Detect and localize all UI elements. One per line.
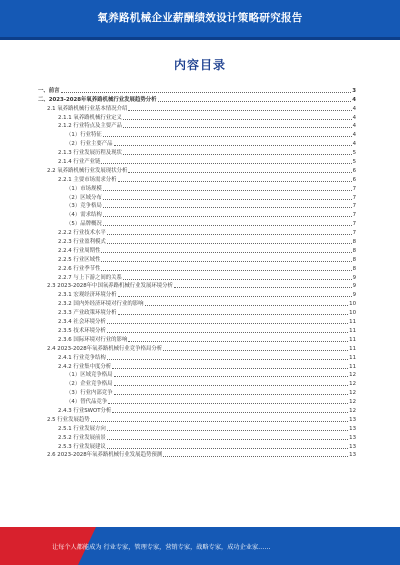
toc-entry-page: 12 [349,399,356,406]
toc-entry-page: 12 [349,390,356,397]
toc-leader-dots [103,224,352,226]
toc-leader-dots [112,411,348,413]
toc-entry-page: 9 [352,283,356,290]
toc-entry[interactable] [38,122,356,131]
toc-entry-page: 11 [349,319,356,326]
toc-leader-dots [107,322,348,324]
toc-entry-label: 一、前言 [38,87,60,94]
toc-entry-label: 2.1.2 行业特点及主要产品 [58,123,122,130]
toc-entry-label: 2.2.1 主要市场需求分析 [58,176,117,183]
toc-leader-dots [118,313,349,315]
toc-entry-label: 2.5.2 行业发展前景 [58,434,106,441]
toc-entry[interactable] [38,86,356,95]
toc-entry-label: 2.3.1 宏观经济环境分析 [58,292,117,299]
toc-entry-label: （1）市场规模 [66,185,102,192]
toc-entry-label: 2.1.4 行业产业链 [58,159,101,166]
toc-entry[interactable] [38,282,356,291]
toc-leader-dots [103,206,352,208]
footer-banner [0,527,400,565]
toc-entry-page: 5 [352,150,356,157]
toc-entry[interactable] [38,353,356,362]
toc-entry-page: 10 [349,310,356,317]
toc-leader-dots [107,233,352,235]
toc-entry-label: 二、2023-2028年氧养路机械行业发展趋势分析 [38,96,157,103]
toc-entry-label: 2.5.3 行业发展建议 [58,443,106,450]
toc-entry-page: 4 [352,132,356,139]
toc-leader-dots [108,402,348,404]
toc-leader-dots [107,447,348,449]
toc-entry[interactable] [38,424,356,433]
toc-entry-page: 4 [352,123,356,130]
toc-entry-page: 7 [352,212,356,219]
toc-entry[interactable] [38,299,356,308]
toc-entry-label: （1）行业特征 [66,132,102,139]
toc-entry-label: 2.3.2 国内外经济环境对行业的影响 [58,301,144,308]
report-title: 氧养路机械企业薪酬绩效设计策略研究报告 [97,12,303,24]
toc-entry-page: 13 [349,416,356,423]
toc-entry[interactable] [38,317,356,326]
toc-leader-dots [118,180,352,182]
toc-leader-dots [107,429,348,431]
toc-entry-page: 8 [352,239,356,246]
toc-entry[interactable] [38,388,356,397]
toc-leader-dots [174,286,352,288]
toc-leader-dots [123,278,352,280]
toc-leader-dots [112,367,348,369]
toc-leader-dots [163,455,348,457]
toc-entry-page: 11 [349,354,356,361]
toc-entry[interactable] [38,95,356,104]
toc-entry-page: 4 [352,114,356,121]
toc-entry[interactable] [38,442,356,451]
toc-leader-dots [107,358,348,360]
toc-entry-page: 4 [352,96,356,103]
toc-entry[interactable] [38,228,356,237]
toc-leader-dots [123,126,352,128]
toc-entry[interactable] [38,344,356,353]
toc-entry-page: 10 [349,301,356,308]
toc-leader-dots [101,269,351,271]
toc-leader-dots [145,304,349,306]
toc-entry-page: 8 [352,247,356,254]
toc-entry-label: 2.2.7 与上下游之间的关系 [58,274,122,281]
toc-entry-page: 11 [349,336,356,343]
toc-entry[interactable] [38,148,356,157]
toc-entry-page: 12 [349,372,356,379]
toc-entry-label: （2）企业竞争格局 [66,381,113,388]
toc-entry-page: 6 [352,167,356,174]
toc-entry[interactable] [38,362,356,371]
toc-entry[interactable] [38,326,356,335]
toc-entry[interactable] [38,433,356,442]
toc-entry[interactable] [38,157,356,166]
toc-leader-dots [118,295,352,297]
toc-entry-page: 13 [349,443,356,450]
toc-entry-label: 2.3.4 社会环境分析 [58,319,106,326]
toc-leader-dots [128,340,348,342]
toc-entry-label: 2.4.1 行业竞争结构 [58,354,106,361]
toc-leader-dots [114,393,349,395]
toc-entry-label: 2.4.3 行业SWOT分析 [58,407,112,414]
toc-entry[interactable] [38,397,356,406]
toc-title: 内容目录 [173,58,226,72]
toc-entry-page: 13 [349,425,356,432]
toc-entry-label: 2.2.5 行业区域性 [58,256,101,263]
toc-entry-label: 2.5 行业发展趋势 [47,416,90,423]
toc-entry-label: 2.1.3 行业发展历程及现状 [58,150,122,157]
header-stripe [0,37,400,40]
toc-entry[interactable] [38,371,356,380]
toc-leader-dots [103,215,352,217]
toc-entry-page: 8 [352,265,356,272]
toc-entry-page: 11 [349,345,356,352]
toc-leader-dots [123,153,352,155]
toc-entry-label: 2.1.1 氧养路机械行业定义 [58,114,122,121]
toc-entry[interactable] [38,202,356,211]
toc-entry-label: 2.2.4 行业周期性 [58,247,101,254]
toc-entry-page: 7 [352,230,356,237]
toc-entry[interactable] [38,113,356,122]
toc-entry-label: 2.2.2 行业技术水平 [58,230,106,237]
toc-entry-page: 12 [349,381,356,388]
toc-entry[interactable] [38,166,356,175]
toc-entry-label: 2.2.3 行业盈利模式 [58,239,106,246]
toc-entry[interactable] [38,219,356,228]
toc-entry-page: 6 [352,176,356,183]
toc-entry-page: 4 [352,105,356,112]
toc-entry[interactable] [38,308,356,317]
toc-entry-label: （3）竞争格局 [66,203,102,210]
toc-entry-page: 12 [349,407,356,414]
table-of-contents [38,86,356,459]
toc-entry[interactable] [38,237,356,246]
toc-entry-label: （4）替代品竞争 [66,399,108,406]
toc-entry[interactable] [38,255,356,264]
toc-entry-label: 2.6 2023-2028年氧养路机械行业发展趋势预测 [47,452,163,459]
toc-leader-dots [114,144,352,146]
footer-slogan: 让每个人都能成为 行业专家，管理专家，营销专家，战略专家，成功企业家…… [52,544,271,551]
toc-entry-page: 5 [352,159,356,166]
toc-entry[interactable] [38,451,356,460]
toc-entry-label: 2.3 2023-2028年中国氧养路机械行业发展环境分析 [47,283,173,290]
toc-entry-page: 7 [352,194,356,201]
toc-entry-label: 2.4.2 行业集中度分析 [58,363,112,370]
toc-leader-dots [158,100,352,102]
toc-entry-page: 7 [352,203,356,210]
toc-entry[interactable] [38,104,356,113]
toc-leader-dots [103,135,352,137]
toc-leader-dots [103,198,352,200]
toc-entry[interactable] [38,193,356,202]
toc-leader-dots [114,375,349,377]
toc-leader-dots [107,331,348,333]
toc-entry-page: 13 [349,434,356,441]
toc-entry-label: 2.4 2023-2028年氧养路机械行业竞争格局分析 [47,345,163,352]
toc-entry-label: 2.2 氧养路机械行业发展现状分析 [47,167,128,174]
toc-entry[interactable] [38,139,356,148]
toc-entry[interactable] [38,406,356,415]
toc-leader-dots [128,171,351,173]
toc-entry[interactable] [38,415,356,424]
toc-entry[interactable] [38,210,356,219]
toc-entry[interactable] [38,175,356,184]
toc-entry[interactable] [38,264,356,273]
toc-entry-label: 2.5.1 行业发展方向 [58,425,106,432]
toc-entry-label: 2.3.6 国际环境对行业的影响 [58,336,128,343]
toc-leader-dots [114,384,349,386]
toc-entry-label: （2）区域分布 [66,194,102,201]
toc-leader-dots [107,242,352,244]
toc-entry-label: 2.1 氧养路机械行业基本情况介绍 [47,105,128,112]
toc-entry-label: 2.3.3 产业政策环境分析 [58,310,117,317]
toc-entry-page: 9 [352,274,356,281]
toc-leader-dots [101,251,351,253]
toc-leader-dots [107,438,348,440]
toc-entry[interactable] [38,184,356,193]
toc-entry-page: 9 [352,292,356,299]
toc-entry[interactable] [38,290,356,299]
toc-leader-dots [61,91,352,93]
toc-entry-label: 2.3.5 技术环境分析 [58,327,106,334]
toc-leader-dots [103,189,352,191]
toc-entry-page: 11 [349,327,356,334]
toc-entry[interactable] [38,379,356,388]
toc-entry-page: 3 [352,87,356,94]
toc-leader-dots [101,162,351,164]
toc-entry[interactable] [38,273,356,282]
toc-entry-label: （1）区域竞争格局 [66,372,113,379]
toc-entry[interactable] [38,246,356,255]
toc-entry-page: 11 [349,363,356,370]
toc-leader-dots [101,260,351,262]
report-header [0,0,400,40]
toc-entry-label: （4）需求结构 [66,212,102,219]
toc-leader-dots [128,109,351,111]
toc-leader-dots [163,349,348,351]
toc-entry-page: 4 [352,141,356,148]
toc-entry-page: 13 [349,452,356,459]
toc-entry-page: 8 [352,256,356,263]
toc-entry-label: 2.2.6 行业季节性 [58,265,101,272]
toc-entry-label: （5）品牌概况 [66,221,102,228]
toc-entry-page: 7 [352,185,356,192]
toc-entry-page: 7 [352,221,356,228]
toc-leader-dots [91,420,349,422]
toc-entry-label: （2）行业主要产品 [66,141,113,148]
toc-entry[interactable] [38,335,356,344]
toc-leader-dots [123,118,352,120]
toc-entry-label: （3）行业内部竞争 [66,390,113,397]
toc-entry[interactable] [38,130,356,139]
